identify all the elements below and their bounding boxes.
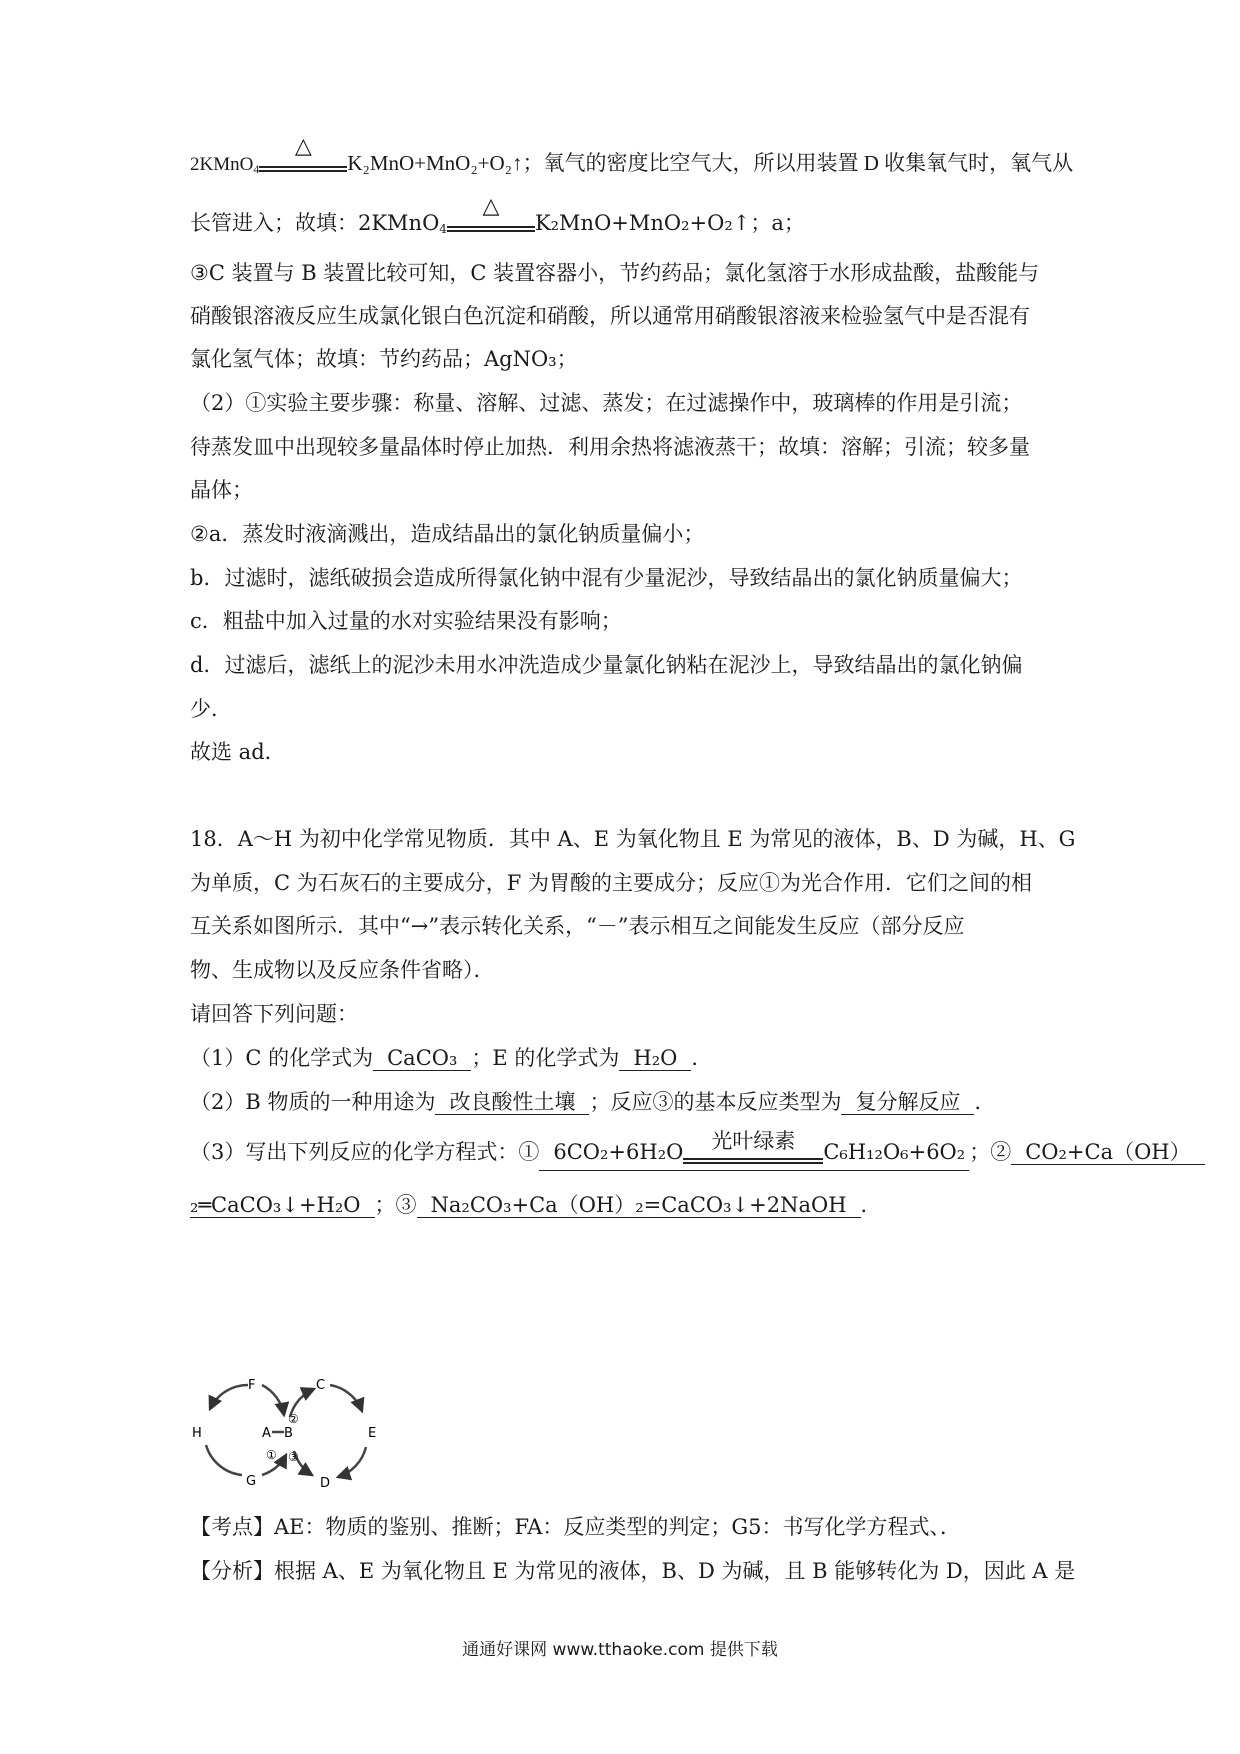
answer-blank: H₂O [619,1046,691,1071]
text-line-9: ②a．蒸发时液滴溅出，造成结晶出的氯化钠质量偏小； [190,522,705,546]
node-H: H [192,1426,202,1441]
relationship-diagram [190,1375,420,1495]
answer-blank: ₂═CaCO₃↓+H₂O [190,1193,375,1218]
reaction-condition-arrow [683,1129,823,1170]
equation-reactants: 6CO₂+6H₂O [553,1140,684,1164]
subscript: 4 [253,162,260,176]
reaction-2-label: ② [288,1412,299,1426]
heat-symbol: △ [294,134,312,159]
text-line-6: （2）①实验主要步骤：称量、溶解、过滤、蒸发；在过滤操作中，玻璃棒的作用是引流； [190,391,1023,415]
punctuation: ． [860,1193,882,1217]
text-line-14: 故选 ad． [190,740,286,764]
node-C: C [316,1378,326,1393]
text-line-4: 硝酸银溶液反应生成氯化银白色沉淀和硝酸，所以通常用硝酸银溶液来检验氢气中是否混有 [190,304,1030,328]
answer-label: （2）B 物质的一种用途为 [190,1090,436,1114]
answer-label: ；E 的化学式为 [471,1046,620,1070]
reaction-condition-arrow [259,134,347,178]
text-line-2 [190,194,1060,244]
text-segment: 长管进入；故填：2KMnO [190,211,440,235]
reaction-3-label: ③ [288,1450,299,1464]
reaction-1-label: ① [266,1448,277,1462]
node-B: B [284,1426,293,1441]
question-18-line-1: 18．A～H 为初中化学常见物质．其中 A、E 为氧化物且 E 为常见的液体，B、D 为碱，H、G [190,827,1076,851]
text-line-12: d．过滤后，滤纸上的泥沙未用水冲洗造成少量氯化钠粘在泥沙上，导致结晶出的氯化钠偏 [190,653,1023,677]
answer-blank: CaCO₃ [373,1046,471,1071]
reaction-condition: 光叶绿素 [711,1129,796,1153]
formula-reactant: 2KMnO [190,154,254,175]
punctuation: ． [691,1046,713,1070]
text-line-11: c．粗盐中加入过量的水对实验结果没有影响； [190,609,622,633]
text-line-13: 少． [190,697,232,721]
text-line-8: 晶体； [190,478,253,502]
node-E: E [368,1426,377,1441]
answer-blank: Na₂CO₃+Ca（OH）₂=CaCO₃↓+2NaOH [417,1193,861,1218]
equation-products: C₆H₁₂O₆+6O₂ [823,1140,966,1164]
question-18-line-2: 为单质，C 为石灰石的主要成分，F 为胃酸的主要成分；反应①为光合作用．它们之间的相 [190,871,1032,895]
exam-point: 【考点】AE：物质的鉴别、推断；FA：反应类型的判定；G5：书写化学方程式、． [190,1515,962,1539]
answer-blank: CO₂+Ca（OH） [1011,1140,1204,1165]
analysis: 【分析】根据 A、E 为氧化物且 E 为常见的液体，B、D 为碱，且 B 能够转化为 D，因此 A 是 [190,1559,1076,1583]
node-A: A [262,1426,271,1441]
text-line-3: ③C 装置与 B 装置比较可知，C 装置容器小，节约药品；氯化氢溶于水形成盐酸，盐酸能与 [190,261,1040,285]
text-line-7: 待蒸发皿中出现较多量晶体时停止加热．利用余热将滤液蒸干；故填：溶解；引流；较多量 [190,435,1030,459]
formula-products: K₂MnO+MnO₂+O₂↑；氧气的密度比空气大，所以用装置 D 收集氧气时，氧气从 [347,151,1074,175]
footer-credit: 通通好课网 www.tthaoke.com 提供下载 [462,1640,778,1660]
answer-3 [190,1129,1191,1171]
punctuation: ． [974,1090,996,1114]
node-F: F [248,1378,256,1393]
text-line-5: 氯化氢气体；故填：节约药品；AgNO₃； [190,347,578,371]
text-line-10: b．过滤时，滤纸破损会造成所得氯化钠中混有少量泥沙，导致结晶出的氯化钠质量偏大； [190,566,1023,590]
answer-label: ；反应③的基本反应类型为 [589,1090,842,1114]
question-18-line-4: 物、生成物以及反应条件省略）． [190,958,495,982]
node-G: G [246,1474,257,1489]
answer-label: （3）写出下列反应的化学方程式：① [190,1140,540,1164]
subscript: 4 [439,222,447,236]
answer-label: （1）C 的化学式为 [190,1046,374,1070]
answer-1 [190,1043,1060,1073]
answer-blank [539,1129,969,1171]
question-18-line-3: 互关系如图所示．其中“→”表示转化关系，“－”表示相互之间能发生反应（部分反应 [190,914,965,938]
heat-symbol: △ [482,194,500,219]
node-D: D [320,1476,331,1491]
text-segment: K₂MnO+MnO₂+O₂↑；a； [534,211,805,235]
answer-label: ；② [969,1140,1012,1164]
question-prompt: 请回答下列问题： [190,1002,358,1026]
answer-3-cont [190,1190,1060,1220]
answer-2 [190,1087,1060,1117]
answer-label: ；③ [374,1193,417,1217]
text-line-1 [190,134,1074,184]
answer-blank: 复分解反应 [841,1090,974,1115]
answer-blank: 改良酸性土壤 [435,1090,589,1115]
reaction-condition-arrow [447,194,535,238]
